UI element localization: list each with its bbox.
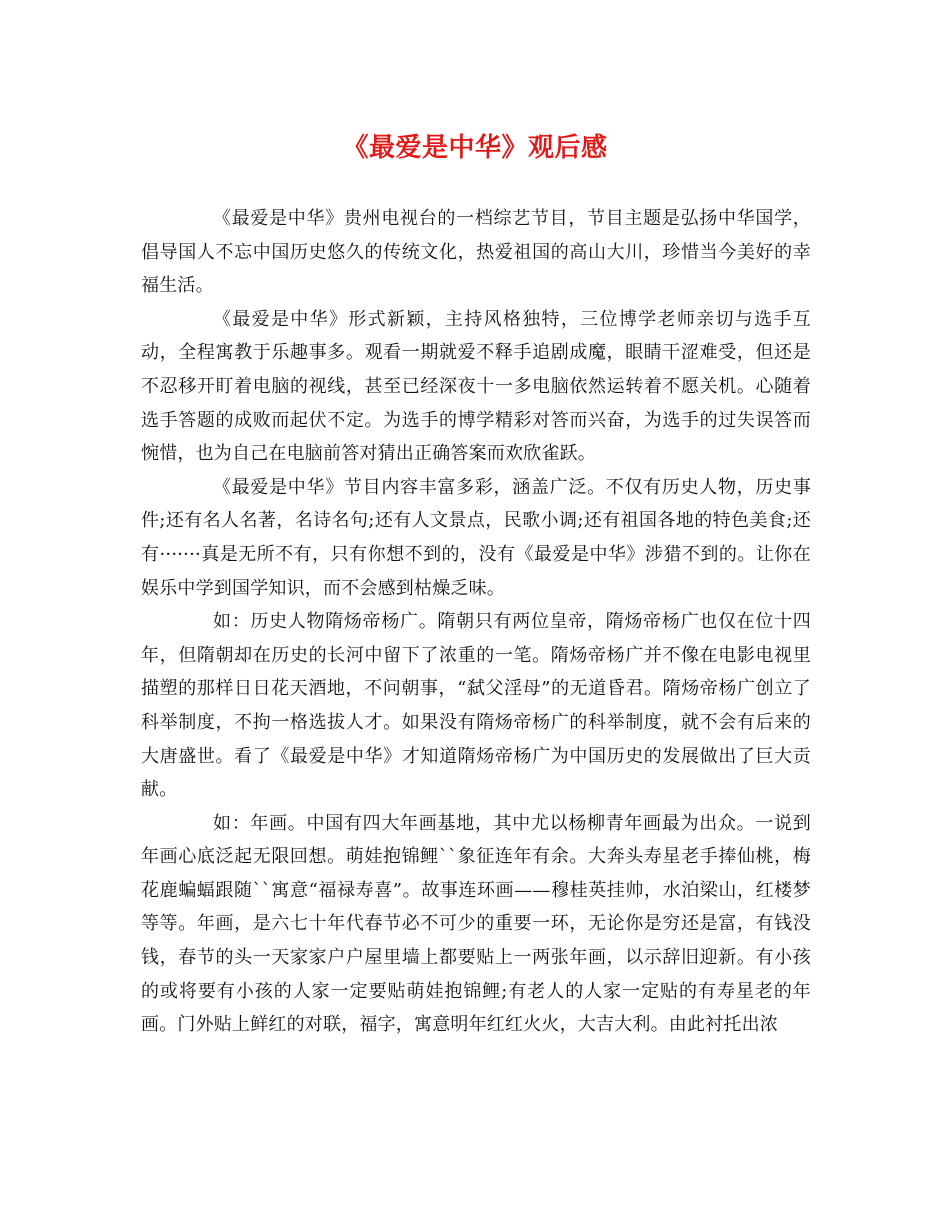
- paragraph-example-nianhua: 如：年画。中国有四大年画基地，其中尤以杨柳青年画最为出众。一说到年画心底泛起无限回想。萌娃抱锦鲤``象征连年有余。大奔头寿星老手捧仙桃，梅花鹿蝙蝠跟随``寓意“福禄寿喜”。故事连环画——穆桂英挂帅，水泊梁山，红楼梦等等。年画，是六七十年代春节必不可少的重要一环，无论你是穷还是富，有钱没钱，春节的头一天家家户户屋里墙上都要贴上一两张年画，以示辞旧迎新。有小孩的或将要有小孩的人家一定要贴萌娃抱锦鲤;有老人的人家一定贴的有寿星老的年画。门外贴上鲜红的对联，福字，寓意明年红红火火，大吉大利。由此衬托出浓: [141, 812, 811, 1036]
- paragraph-content: 《最爱是中华》节目内容丰富多彩，涵盖广泛。不仅有历史人物，历史事件;还有名人名著，名诗名句;还有人文景点，民歌小调;还有祖国各地的特色美食;还有·······真是无所不有，只有你想不到的，没有《最爱是中华》涉猎不到的。让你在娱乐中学到国学知识，而不会感到枯燥乏味。: [141, 476, 811, 599]
- paragraph-intro: 《最爱是中华》贵州电视台的一档综艺节目，节目主题是弘扬中华国学，倡导国人不忘中国历史悠久的传统文化，热爱祖国的高山大川，珍惜当今美好的幸福生活。: [141, 208, 811, 297]
- document-title: 《最爱是中华》观后感: [342, 133, 608, 163]
- document-body: [141, 202, 811, 1042]
- paragraph-format: 《最爱是中华》形式新颖，主持风格独特，三位博学老师亲切与选手互动，全程寓教于乐趣事多。观看一期就爱不释手追剧成魔，眼睛干涩难受，但还是不忍移开盯着电脑的视线，甚至已经深夜十一多电脑依然运转着不愿关机。心随着选手答题的成败而起伏不定。为选手的博学精彩对答而兴奋，为选手的过失误答而惋惜，也为自己在电脑前答对猜出正确答案而欢欣雀跃。: [141, 308, 811, 465]
- paragraph-example-history: 如：历史人物隋炀帝杨广。隋朝只有两位皇帝，隋炀帝杨广也仅在位十四年，但隋朝却在历史的长河中留下了浓重的一笔。隋炀帝杨广并不像在电影电视里描塑的那样日日花天酒地，不问朝事，“弑父淫母”的无道昏君。隋炀帝杨广创立了科举制度，不拘一格选拔人才。如果没有隋炀帝杨广的科举制度，就不会有后来的大唐盛世。看了《最爱是中华》才知道隋炀帝杨广为中国历史的发展做出了巨大贡献。: [141, 611, 811, 801]
